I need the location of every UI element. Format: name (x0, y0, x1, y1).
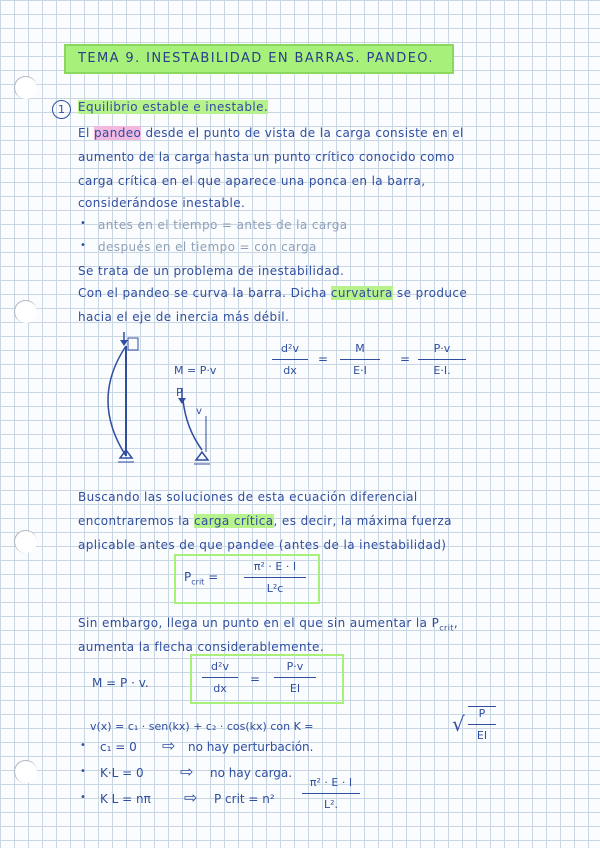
binder-hole-3 (14, 530, 37, 553)
pcrit-frac: π² · E · I L²c (244, 560, 306, 595)
eq2-equals: = (250, 672, 261, 686)
bullet-dot-2: • (80, 240, 86, 251)
final-bullet-dot-3: • (80, 792, 86, 803)
gray-bullet-1: antes en el tiempo = antes de la carga (98, 218, 348, 232)
para2-line-2: Con el pandeo se curva la barra. Dicha curvatura se produce (78, 286, 468, 300)
para3-line-3: aplicable antes de que pandee (antes de la inestabilidad) (78, 538, 447, 552)
para1-line-2: aumento de la carga hasta un punto crítico conocido como (78, 150, 455, 164)
arrow-icon-2: ⇨ (180, 762, 194, 781)
solution-frac: P EI (468, 706, 496, 742)
binder-hole-2 (14, 300, 37, 323)
binder-hole-4 (14, 760, 37, 783)
section-heading: Equilibrio estable e inestable. (78, 100, 269, 114)
bullet-dot-1: • (80, 218, 86, 229)
final-bullet-2-rhs: no hay carga. (210, 766, 293, 780)
pcrit-lhs: $P_{crit}$ = (184, 570, 219, 587)
final-bullet-1-rhs: no hay perturbación. (188, 740, 314, 754)
binder-hole-1 (14, 76, 37, 99)
eq2-lhs: M = P · v. (92, 676, 149, 690)
final-bullet-dot-2: • (80, 766, 86, 777)
final-bullet-2-lhs: K·L = 0 (100, 766, 144, 780)
final-bullet-3-rhs: P crit = n² (214, 792, 275, 806)
final-bullet-1-lhs: c₁ = 0 (100, 740, 137, 754)
page-title: TEMA 9. INESTABILIDAD EN BARRAS. PANDEO. (64, 44, 454, 74)
eq1-mid: M E·I (340, 342, 380, 377)
arrow-icon-3: ⇨ (184, 788, 198, 807)
eq1-rhs: P·v E·I. (418, 342, 466, 377)
force-label: P (176, 386, 183, 399)
arrow-icon-1: ⇨ (162, 736, 176, 755)
final-bullet-3-lhs: K L = nπ (100, 792, 151, 806)
eq2-frac-left: d²v dx (202, 660, 238, 695)
moment-label: M = P·v (174, 364, 217, 377)
final-bullet-dot-1: • (80, 740, 86, 751)
eq1-lhs: d²v dx (272, 342, 308, 377)
para1-line-3: carga crítica en el que aparece una ponca en la barra, (78, 174, 426, 188)
para4-line-2: aumenta la flecha considerablemente. (78, 640, 325, 654)
eq1-equals-2: = (400, 352, 411, 366)
section-number: 1 (52, 100, 71, 119)
para2-line-3: hacia el eje de inercia más débil. (78, 310, 290, 324)
eq2-frac-right: P·v EI (274, 660, 316, 695)
gray-bullet-2: después en el tiempo = con carga (98, 240, 317, 254)
para1-line-1: El pandeo desde el punto de vista de la carga consiste en el (78, 126, 464, 140)
para3-line-2: encontraremos la carga crítica, es decir, la máxima fuerza (78, 514, 452, 528)
para2-line-1: Se trata de un problema de inestabilidad. (78, 264, 345, 278)
solution-line: v(x) = c₁ · sen(kx) + c₂ · cos(kx) con K = (90, 720, 314, 733)
final-bullet-3-frac: π² · E · I L². (302, 776, 360, 811)
para1-line-4: considerándose inestable. (78, 196, 246, 210)
deflection-label: v (196, 406, 202, 417)
para4-line-1: Sin embargo, llega un punto en el que sin aumentar la $P_{crit}$, (78, 616, 459, 633)
para3-line-1: Buscando las soluciones de esta ecuación diferencial (78, 490, 418, 504)
sqrt-sign: √ (452, 712, 465, 736)
eq1-equals-1: = (318, 352, 329, 366)
buckling-diagram (90, 328, 250, 478)
